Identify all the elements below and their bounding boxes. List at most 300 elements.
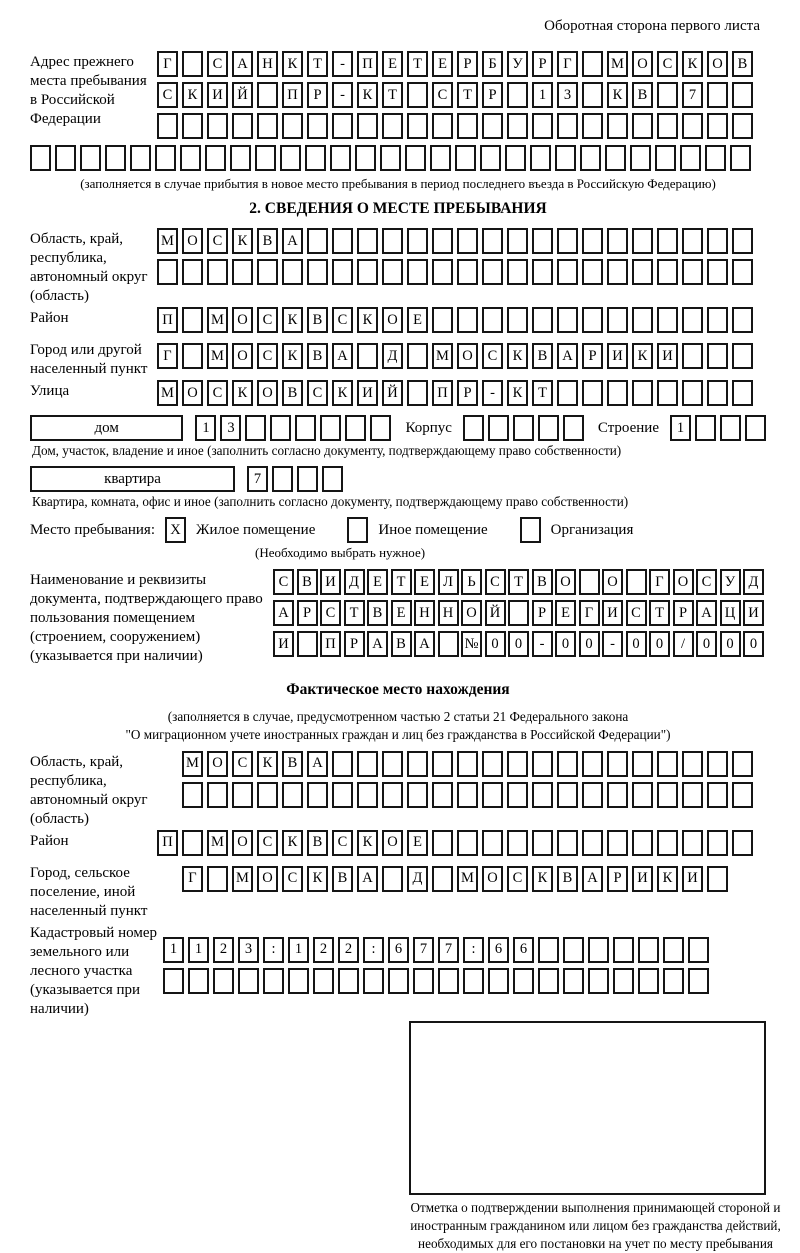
- char-cell[interactable]: О: [257, 380, 278, 406]
- char-cell[interactable]: И: [320, 569, 341, 595]
- char-cell[interactable]: О: [232, 343, 253, 369]
- char-cell[interactable]: [30, 145, 51, 171]
- char-cell[interactable]: [213, 968, 234, 994]
- char-cell[interactable]: -: [532, 631, 553, 657]
- char-cell[interactable]: К: [282, 830, 303, 856]
- char-cell[interactable]: [407, 113, 428, 139]
- char-cell[interactable]: К: [307, 866, 328, 892]
- char-cell[interactable]: П: [157, 830, 178, 856]
- char-cell[interactable]: [557, 307, 578, 333]
- char-cell[interactable]: [230, 145, 251, 171]
- char-cell[interactable]: А: [696, 600, 717, 626]
- char-cell[interactable]: [532, 259, 553, 285]
- char-cell[interactable]: Ц: [720, 600, 741, 626]
- char-cell[interactable]: [432, 228, 453, 254]
- char-cell[interactable]: [432, 830, 453, 856]
- char-cell[interactable]: [505, 145, 526, 171]
- char-cell[interactable]: [482, 113, 503, 139]
- char-cell[interactable]: [182, 343, 203, 369]
- char-cell[interactable]: [557, 751, 578, 777]
- char-cell[interactable]: Л: [438, 569, 459, 595]
- char-cell[interactable]: Р: [532, 600, 553, 626]
- char-cell[interactable]: М: [457, 866, 478, 892]
- char-cell[interactable]: [707, 113, 728, 139]
- char-cell[interactable]: В: [282, 380, 303, 406]
- char-cell[interactable]: [382, 782, 403, 808]
- char-cell[interactable]: О: [232, 307, 253, 333]
- char-cell[interactable]: М: [207, 307, 228, 333]
- char-cell[interactable]: 1: [195, 415, 216, 441]
- char-cell[interactable]: [532, 307, 553, 333]
- char-cell[interactable]: Е: [555, 600, 576, 626]
- char-cell[interactable]: [632, 751, 653, 777]
- char-cell[interactable]: [457, 259, 478, 285]
- char-cell[interactable]: [507, 82, 528, 108]
- char-cell[interactable]: М: [182, 751, 203, 777]
- char-cell[interactable]: 0: [555, 631, 576, 657]
- char-cell[interactable]: [432, 307, 453, 333]
- char-cell[interactable]: [707, 380, 728, 406]
- char-cell[interactable]: Р: [673, 600, 694, 626]
- char-cell[interactable]: А: [557, 343, 578, 369]
- char-cell[interactable]: [257, 782, 278, 808]
- char-cell[interactable]: Е: [391, 600, 412, 626]
- char-cell[interactable]: В: [282, 751, 303, 777]
- char-cell[interactable]: [182, 259, 203, 285]
- char-cell[interactable]: К: [182, 82, 203, 108]
- char-cell[interactable]: Т: [344, 600, 365, 626]
- char-cell[interactable]: [563, 415, 584, 441]
- char-cell[interactable]: [105, 145, 126, 171]
- char-cell[interactable]: С: [207, 51, 228, 77]
- char-cell[interactable]: [438, 631, 459, 657]
- char-cell[interactable]: [332, 113, 353, 139]
- apartment-type-box[interactable]: квартира: [30, 466, 235, 492]
- char-cell[interactable]: С: [273, 569, 294, 595]
- char-cell[interactable]: [507, 782, 528, 808]
- char-cell[interactable]: О: [482, 866, 503, 892]
- char-cell[interactable]: [605, 145, 626, 171]
- char-cell[interactable]: [457, 782, 478, 808]
- char-cell[interactable]: О: [207, 751, 228, 777]
- char-cell[interactable]: [532, 228, 553, 254]
- char-cell[interactable]: А: [414, 631, 435, 657]
- char-cell[interactable]: К: [682, 51, 703, 77]
- char-cell[interactable]: [457, 113, 478, 139]
- char-cell[interactable]: [432, 751, 453, 777]
- char-cell[interactable]: К: [507, 380, 528, 406]
- char-cell[interactable]: И: [607, 343, 628, 369]
- organization-checkbox[interactable]: [520, 517, 541, 543]
- char-cell[interactable]: [345, 415, 366, 441]
- char-cell[interactable]: [557, 830, 578, 856]
- char-cell[interactable]: [282, 259, 303, 285]
- char-cell[interactable]: [507, 259, 528, 285]
- char-cell[interactable]: К: [357, 307, 378, 333]
- char-cell[interactable]: Т: [307, 51, 328, 77]
- char-cell[interactable]: Р: [457, 380, 478, 406]
- char-cell[interactable]: 3: [220, 415, 241, 441]
- char-cell[interactable]: [557, 380, 578, 406]
- char-cell[interactable]: 6: [488, 937, 509, 963]
- char-cell[interactable]: Е: [414, 569, 435, 595]
- char-cell[interactable]: Е: [432, 51, 453, 77]
- char-cell[interactable]: [582, 782, 603, 808]
- char-cell[interactable]: [382, 228, 403, 254]
- char-cell[interactable]: [582, 307, 603, 333]
- char-cell[interactable]: О: [232, 830, 253, 856]
- char-cell[interactable]: [580, 145, 601, 171]
- char-cell[interactable]: 7: [247, 466, 268, 492]
- char-cell[interactable]: У: [720, 569, 741, 595]
- char-cell[interactable]: [482, 307, 503, 333]
- char-cell[interactable]: И: [682, 866, 703, 892]
- char-cell[interactable]: Р: [297, 600, 318, 626]
- char-cell[interactable]: К: [282, 307, 303, 333]
- char-cell[interactable]: [307, 259, 328, 285]
- char-cell[interactable]: [732, 782, 753, 808]
- char-cell[interactable]: В: [632, 82, 653, 108]
- char-cell[interactable]: С: [507, 866, 528, 892]
- char-cell[interactable]: [655, 145, 676, 171]
- char-cell[interactable]: [322, 466, 343, 492]
- char-cell[interactable]: [532, 782, 553, 808]
- char-cell[interactable]: [305, 145, 326, 171]
- char-cell[interactable]: [157, 259, 178, 285]
- char-cell[interactable]: [463, 415, 484, 441]
- char-cell[interactable]: [657, 782, 678, 808]
- char-cell[interactable]: [607, 259, 628, 285]
- char-cell[interactable]: [432, 866, 453, 892]
- char-cell[interactable]: А: [273, 600, 294, 626]
- char-cell[interactable]: О: [632, 51, 653, 77]
- char-cell[interactable]: С: [207, 380, 228, 406]
- char-cell[interactable]: [457, 751, 478, 777]
- char-cell[interactable]: И: [632, 866, 653, 892]
- char-cell[interactable]: [357, 343, 378, 369]
- char-cell[interactable]: Р: [582, 343, 603, 369]
- char-cell[interactable]: В: [532, 569, 553, 595]
- char-cell[interactable]: [438, 968, 459, 994]
- char-cell[interactable]: -: [332, 82, 353, 108]
- char-cell[interactable]: С: [332, 830, 353, 856]
- char-cell[interactable]: Г: [182, 866, 203, 892]
- char-cell[interactable]: [307, 782, 328, 808]
- char-cell[interactable]: Р: [532, 51, 553, 77]
- char-cell[interactable]: [332, 259, 353, 285]
- char-cell[interactable]: М: [207, 830, 228, 856]
- char-cell[interactable]: [732, 751, 753, 777]
- char-cell[interactable]: 1: [188, 937, 209, 963]
- char-cell[interactable]: [463, 968, 484, 994]
- char-cell[interactable]: О: [457, 343, 478, 369]
- char-cell[interactable]: С: [332, 307, 353, 333]
- char-cell[interactable]: Д: [743, 569, 764, 595]
- char-cell[interactable]: И: [743, 600, 764, 626]
- char-cell[interactable]: Р: [482, 82, 503, 108]
- char-cell[interactable]: [657, 113, 678, 139]
- char-cell[interactable]: [582, 51, 603, 77]
- char-cell[interactable]: [297, 466, 318, 492]
- char-cell[interactable]: [432, 782, 453, 808]
- char-cell[interactable]: [657, 228, 678, 254]
- char-cell[interactable]: М: [157, 380, 178, 406]
- char-cell[interactable]: А: [232, 51, 253, 77]
- char-cell[interactable]: [382, 866, 403, 892]
- char-cell[interactable]: 0: [626, 631, 647, 657]
- char-cell[interactable]: [538, 937, 559, 963]
- char-cell[interactable]: Т: [508, 569, 529, 595]
- char-cell[interactable]: 0: [485, 631, 506, 657]
- char-cell[interactable]: К: [332, 380, 353, 406]
- char-cell[interactable]: [182, 307, 203, 333]
- char-cell[interactable]: [188, 968, 209, 994]
- char-cell[interactable]: С: [485, 569, 506, 595]
- char-cell[interactable]: [588, 937, 609, 963]
- char-cell[interactable]: Т: [649, 600, 670, 626]
- char-cell[interactable]: 7: [438, 937, 459, 963]
- char-cell[interactable]: [607, 751, 628, 777]
- char-cell[interactable]: [682, 228, 703, 254]
- char-cell[interactable]: [582, 82, 603, 108]
- char-cell[interactable]: [370, 415, 391, 441]
- char-cell[interactable]: И: [207, 82, 228, 108]
- char-cell[interactable]: О: [182, 380, 203, 406]
- char-cell[interactable]: [707, 259, 728, 285]
- char-cell[interactable]: В: [307, 343, 328, 369]
- other-premises-checkbox[interactable]: [347, 517, 368, 543]
- char-cell[interactable]: С: [320, 600, 341, 626]
- char-cell[interactable]: [720, 415, 741, 441]
- char-cell[interactable]: [507, 113, 528, 139]
- char-cell[interactable]: М: [432, 343, 453, 369]
- char-cell[interactable]: К: [532, 866, 553, 892]
- char-cell[interactable]: К: [507, 343, 528, 369]
- char-cell[interactable]: -: [482, 380, 503, 406]
- char-cell[interactable]: [507, 751, 528, 777]
- char-cell[interactable]: [430, 145, 451, 171]
- char-cell[interactable]: [257, 82, 278, 108]
- char-cell[interactable]: [732, 343, 753, 369]
- char-cell[interactable]: А: [582, 866, 603, 892]
- char-cell[interactable]: [382, 751, 403, 777]
- char-cell[interactable]: Д: [382, 343, 403, 369]
- char-cell[interactable]: [207, 259, 228, 285]
- char-cell[interactable]: [507, 228, 528, 254]
- char-cell[interactable]: [582, 259, 603, 285]
- char-cell[interactable]: [238, 968, 259, 994]
- char-cell[interactable]: [657, 751, 678, 777]
- char-cell[interactable]: [207, 113, 228, 139]
- char-cell[interactable]: [182, 830, 203, 856]
- char-cell[interactable]: [407, 82, 428, 108]
- char-cell[interactable]: У: [507, 51, 528, 77]
- char-cell[interactable]: [407, 228, 428, 254]
- char-cell[interactable]: [707, 782, 728, 808]
- char-cell[interactable]: [357, 228, 378, 254]
- char-cell[interactable]: А: [357, 866, 378, 892]
- char-cell[interactable]: И: [602, 600, 623, 626]
- char-cell[interactable]: И: [273, 631, 294, 657]
- char-cell[interactable]: 2: [338, 937, 359, 963]
- char-cell[interactable]: [657, 307, 678, 333]
- char-cell[interactable]: [657, 380, 678, 406]
- char-cell[interactable]: [205, 145, 226, 171]
- char-cell[interactable]: [707, 307, 728, 333]
- char-cell[interactable]: С: [432, 82, 453, 108]
- char-cell[interactable]: С: [657, 51, 678, 77]
- char-cell[interactable]: [280, 145, 301, 171]
- char-cell[interactable]: [538, 968, 559, 994]
- char-cell[interactable]: [688, 937, 709, 963]
- char-cell[interactable]: М: [607, 51, 628, 77]
- char-cell[interactable]: [707, 751, 728, 777]
- char-cell[interactable]: К: [232, 228, 253, 254]
- char-cell[interactable]: С: [696, 569, 717, 595]
- char-cell[interactable]: [457, 830, 478, 856]
- char-cell[interactable]: [255, 145, 276, 171]
- char-cell[interactable]: [632, 380, 653, 406]
- char-cell[interactable]: С: [282, 866, 303, 892]
- char-cell[interactable]: [297, 631, 318, 657]
- char-cell[interactable]: [257, 113, 278, 139]
- char-cell[interactable]: Е: [407, 307, 428, 333]
- char-cell[interactable]: [482, 830, 503, 856]
- char-cell[interactable]: В: [732, 51, 753, 77]
- char-cell[interactable]: 0: [579, 631, 600, 657]
- char-cell[interactable]: :: [463, 937, 484, 963]
- char-cell[interactable]: [632, 830, 653, 856]
- char-cell[interactable]: [157, 113, 178, 139]
- char-cell[interactable]: В: [332, 866, 353, 892]
- char-cell[interactable]: [180, 145, 201, 171]
- char-cell[interactable]: 3: [557, 82, 578, 108]
- char-cell[interactable]: [488, 968, 509, 994]
- char-cell[interactable]: Г: [557, 51, 578, 77]
- char-cell[interactable]: [232, 782, 253, 808]
- char-cell[interactable]: [245, 415, 266, 441]
- char-cell[interactable]: [657, 82, 678, 108]
- char-cell[interactable]: 6: [513, 937, 534, 963]
- char-cell[interactable]: [530, 145, 551, 171]
- char-cell[interactable]: В: [307, 307, 328, 333]
- char-cell[interactable]: К: [357, 830, 378, 856]
- char-cell[interactable]: [507, 307, 528, 333]
- char-cell[interactable]: [307, 113, 328, 139]
- char-cell[interactable]: П: [320, 631, 341, 657]
- char-cell[interactable]: [582, 113, 603, 139]
- char-cell[interactable]: Н: [257, 51, 278, 77]
- char-cell[interactable]: [55, 145, 76, 171]
- char-cell[interactable]: Т: [407, 51, 428, 77]
- char-cell[interactable]: [482, 228, 503, 254]
- char-cell[interactable]: [582, 228, 603, 254]
- char-cell[interactable]: 0: [649, 631, 670, 657]
- char-cell[interactable]: [663, 968, 684, 994]
- char-cell[interactable]: [163, 968, 184, 994]
- char-cell[interactable]: [182, 113, 203, 139]
- char-cell[interactable]: [130, 145, 151, 171]
- char-cell[interactable]: К: [232, 380, 253, 406]
- char-cell[interactable]: [626, 569, 647, 595]
- char-cell[interactable]: Й: [485, 600, 506, 626]
- char-cell[interactable]: [638, 968, 659, 994]
- char-cell[interactable]: [632, 307, 653, 333]
- char-cell[interactable]: Н: [414, 600, 435, 626]
- char-cell[interactable]: 1: [163, 937, 184, 963]
- char-cell[interactable]: О: [555, 569, 576, 595]
- char-cell[interactable]: [513, 415, 534, 441]
- char-cell[interactable]: Й: [382, 380, 403, 406]
- char-cell[interactable]: К: [632, 343, 653, 369]
- char-cell[interactable]: 3: [238, 937, 259, 963]
- char-cell[interactable]: [688, 968, 709, 994]
- char-cell[interactable]: [630, 145, 651, 171]
- char-cell[interactable]: [355, 145, 376, 171]
- char-cell[interactable]: [313, 968, 334, 994]
- char-cell[interactable]: [363, 968, 384, 994]
- char-cell[interactable]: А: [307, 751, 328, 777]
- char-cell[interactable]: -: [332, 51, 353, 77]
- char-cell[interactable]: [455, 145, 476, 171]
- char-cell[interactable]: 0: [743, 631, 764, 657]
- char-cell[interactable]: [707, 830, 728, 856]
- char-cell[interactable]: Г: [649, 569, 670, 595]
- char-cell[interactable]: А: [367, 631, 388, 657]
- char-cell[interactable]: В: [391, 631, 412, 657]
- char-cell[interactable]: [557, 113, 578, 139]
- char-cell[interactable]: [482, 782, 503, 808]
- char-cell[interactable]: [382, 113, 403, 139]
- char-cell[interactable]: В: [257, 228, 278, 254]
- char-cell[interactable]: 1: [288, 937, 309, 963]
- char-cell[interactable]: В: [557, 866, 578, 892]
- char-cell[interactable]: К: [657, 866, 678, 892]
- char-cell[interactable]: [613, 968, 634, 994]
- char-cell[interactable]: [607, 380, 628, 406]
- char-cell[interactable]: [488, 415, 509, 441]
- char-cell[interactable]: [682, 751, 703, 777]
- char-cell[interactable]: [730, 145, 751, 171]
- char-cell[interactable]: [232, 259, 253, 285]
- char-cell[interactable]: [607, 307, 628, 333]
- char-cell[interactable]: Б: [482, 51, 503, 77]
- char-cell[interactable]: [607, 228, 628, 254]
- char-cell[interactable]: 1: [670, 415, 691, 441]
- char-cell[interactable]: 1: [532, 82, 553, 108]
- char-cell[interactable]: Е: [407, 830, 428, 856]
- char-cell[interactable]: [632, 782, 653, 808]
- char-cell[interactable]: [407, 782, 428, 808]
- char-cell[interactable]: [532, 751, 553, 777]
- char-cell[interactable]: О: [707, 51, 728, 77]
- char-cell[interactable]: [563, 937, 584, 963]
- char-cell[interactable]: [582, 751, 603, 777]
- char-cell[interactable]: П: [432, 380, 453, 406]
- char-cell[interactable]: Д: [344, 569, 365, 595]
- char-cell[interactable]: В: [307, 830, 328, 856]
- char-cell[interactable]: Е: [367, 569, 388, 595]
- char-cell[interactable]: [680, 145, 701, 171]
- char-cell[interactable]: [607, 830, 628, 856]
- char-cell[interactable]: Д: [407, 866, 428, 892]
- char-cell[interactable]: [532, 830, 553, 856]
- char-cell[interactable]: [80, 145, 101, 171]
- char-cell[interactable]: [707, 343, 728, 369]
- char-cell[interactable]: [705, 145, 726, 171]
- char-cell[interactable]: [307, 228, 328, 254]
- char-cell[interactable]: [270, 415, 291, 441]
